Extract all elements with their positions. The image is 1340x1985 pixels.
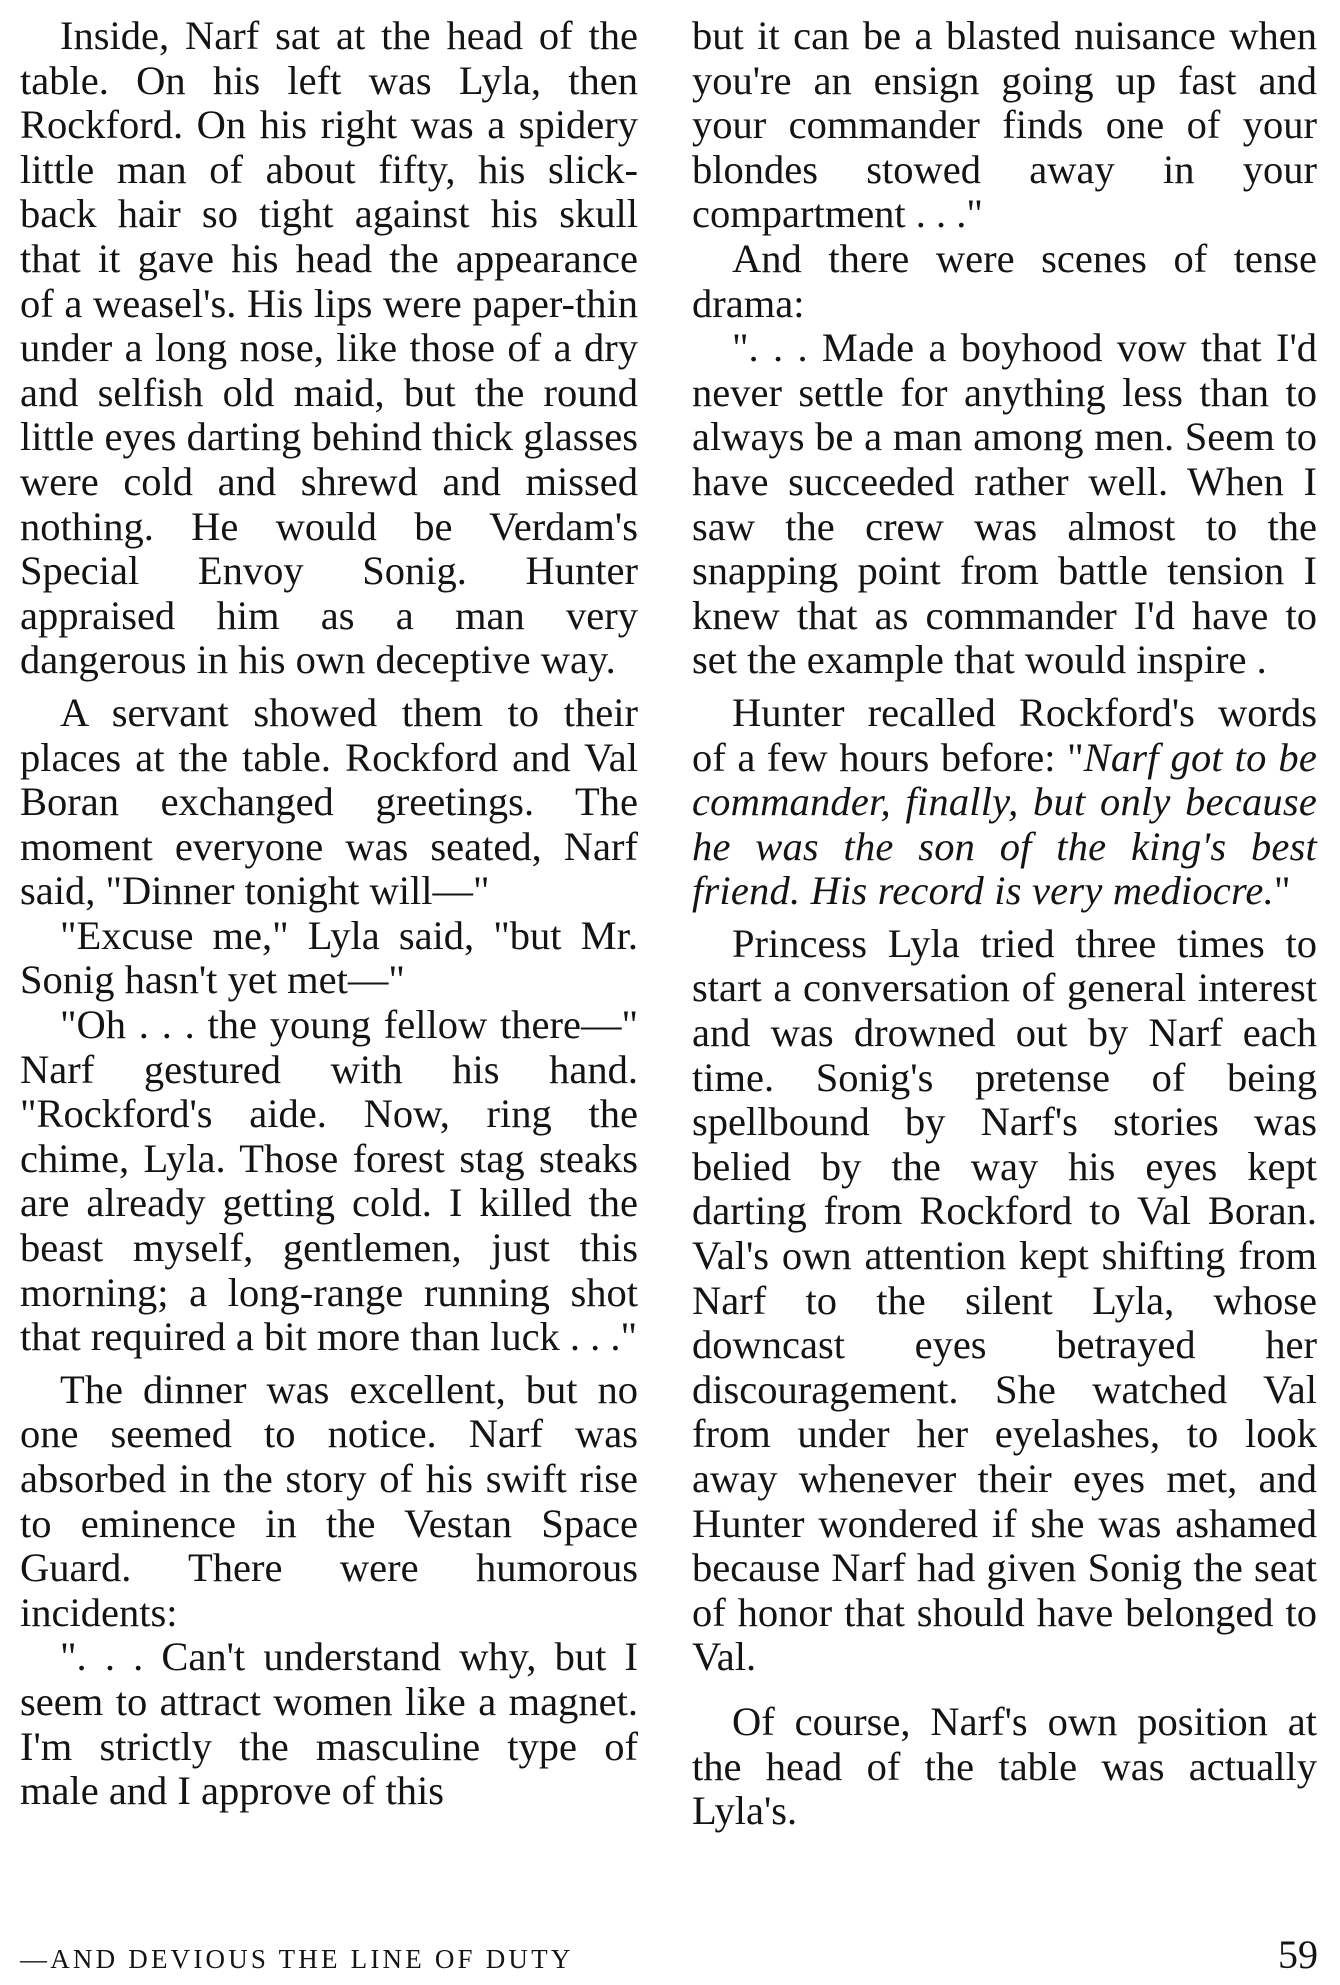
paragraph-dinner: The dinner was excellent, but no one seemed to notice. Narf was absorbed in the story of his swift rise to eminence in the Vestan Space Guard. There were humorous incidents: bbox=[20, 1366, 638, 1635]
paragraph-narf-women: ". . . Can't understand why, but I seem to attract women like a magnet. I'm strictly the masculine type of male and I approve of this bbox=[20, 1634, 638, 1814]
paragraph-princess-lyla: Princess Lyla tried three times to start a conversation of general interest and was drowned out by Narf each time. Sonig's pretense of being spellbound by Narf's stories was belied by the way his eyes kept darting from Rockford to Val Boran. Val's own attention kept shifting from Narf to the silent Lyla, whose downcast eyes betrayed her discouragement. She watched Val from under her eyelashes, to look away whenever their eyes met, and Hunter wondered if she was ashamed because Narf had given Sonig the seat of honor that should have belonged to Val. bbox=[692, 920, 1317, 1680]
recall-quote-italic: Narf got to be commander, finally, but only because he was the son of the king's best friend. His record is very mediocre. bbox=[692, 734, 1317, 914]
running-head: —AND DEVIOUS THE LINE OF DUTY bbox=[20, 1944, 574, 1974]
recall-close: " bbox=[1273, 868, 1291, 914]
left-column bbox=[20, 14, 638, 1814]
right-column bbox=[692, 14, 1317, 1834]
paragraph-hunter-recalled bbox=[692, 691, 1317, 914]
paragraph-continuation: but it can be a blasted nuisance when you're an ensign going up fast and your commander finds one of your blondes stowed away in your compartment . . ." bbox=[692, 13, 1317, 237]
paragraph-of-course: Of course, Narf's own position at the head of the table was actually Lyla's. bbox=[692, 1698, 1317, 1834]
paragraph-servant: A servant showed them to their places at the table. Rockford and Val Boran exchanged greetings. The moment everyone was seated, Narf said, "Dinner tonight will—" bbox=[20, 689, 638, 914]
page-number: 59 bbox=[1278, 1932, 1318, 1977]
paragraph-narf-seating: Inside, Narf sat at the head of the table. On his left was Lyla, then Rockford. On his right was a spidery little man of about fifty, his slick-back hair so tight against his skull that it gave his head the appearance of a weasel's. His lips were paper-thin under a long nose, like those of a dry and selfish old maid, but the round little eyes darting behind thick glasses were cold and shrewd and missed nothing. He would be Verdam's Special Envoy Sonig. Hunter appraised him as a man very dangerous in his own deceptive way. bbox=[20, 13, 638, 683]
paragraph-tense-drama: And there were scenes of tense drama: bbox=[692, 235, 1317, 326]
recall-intro: Hunter recalled Rockford's words of a few hours before: " bbox=[692, 689, 1317, 780]
page-footer bbox=[20, 1931, 1318, 1977]
paragraph-lyla-excuse: "Excuse me," Lyla said, "but Mr. Sonig hasn't yet met—" bbox=[20, 912, 638, 1003]
paragraph-boyhood-vow: ". . . Made a boyhood vow that I'd never settle for anything less than to always be a man among men. Seem to have succeeded rather well. When I saw the crew was almost to the snapping point from battle tension I knew that as commander I'd have to set the example that would inspire . bbox=[692, 325, 1317, 683]
paragraph-narf-gesture: "Oh . . . the young fellow there—" Narf gestured with his hand. "Rockford's aide. Now, ring the chime, Lyla. Those forest stag steaks are already getting cold. I killed the beast myself, gentlemen, just this morning; a long-range running shot that required a bit more than luck . . ." bbox=[20, 1002, 638, 1360]
